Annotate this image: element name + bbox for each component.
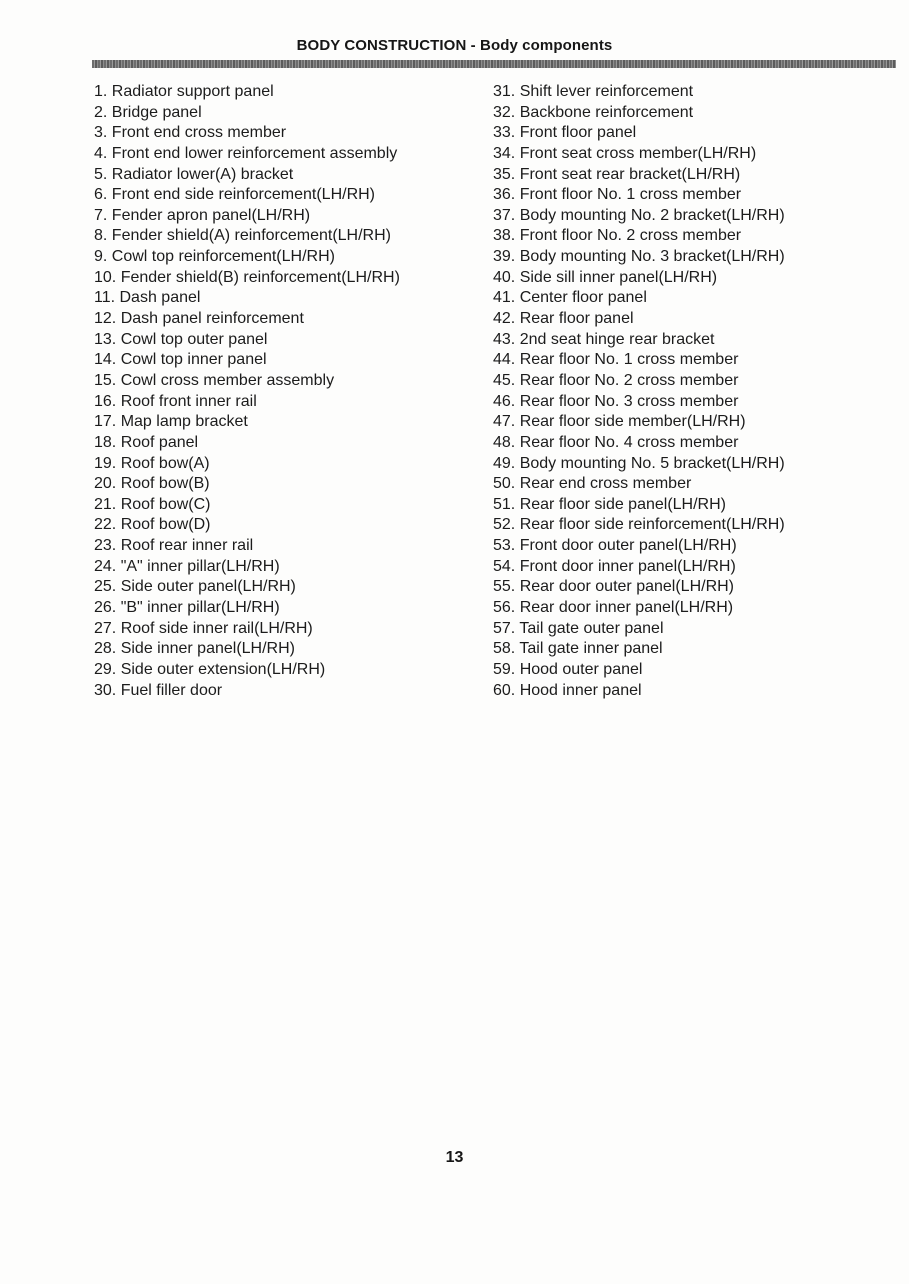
list-item: 18. Roof panel	[94, 433, 199, 451]
list-item: 28. Side inner panel(LH/RH)	[94, 640, 295, 658]
list-item: 22. Roof bow(D)	[94, 516, 211, 534]
list-item: 12. Dash panel reinforcement	[94, 310, 304, 328]
list-item: 43. 2nd seat hinge rear bracket	[493, 330, 715, 348]
list-item: 59. Hood outer panel	[493, 660, 643, 678]
list-item: 10. Fender shield(B) reinforcement(LH/RH)	[94, 268, 400, 286]
list-item: 17. Map lamp bracket	[94, 413, 248, 431]
header-divider	[92, 60, 896, 68]
list-item: 46. Rear floor No. 3 cross member	[493, 392, 739, 410]
list-item: 26. "B" inner pillar(LH/RH)	[94, 599, 280, 617]
list-item: 45. Rear floor No. 2 cross member	[493, 371, 739, 389]
list-item: 35. Front seat rear bracket(LH/RH)	[493, 165, 741, 183]
list-item: 47. Rear floor side member(LH/RH)	[493, 413, 746, 431]
list-item: 21. Roof bow(C)	[94, 495, 211, 513]
list-item: 44. Rear floor No. 1 cross member	[493, 351, 739, 369]
list-item: 30. Fuel filler door	[94, 681, 223, 699]
list-item: 31. Shift lever reinforcement	[493, 83, 694, 100]
list-item: 37. Body mounting No. 2 bracket(LH/RH)	[493, 206, 785, 224]
list-item: 13. Cowl top outer panel	[94, 330, 268, 348]
list-item: 42. Rear floor panel	[493, 310, 634, 328]
list-item: 29. Side outer extension(LH/RH)	[94, 660, 326, 678]
list-item: 14. Cowl top inner panel	[94, 351, 267, 369]
component-list-right	[493, 82, 893, 701]
list-item: 50. Rear end cross member	[493, 475, 692, 493]
page-title: BODY CONSTRUCTION - Body components	[296, 37, 613, 54]
list-item: 41. Center floor panel	[493, 289, 647, 307]
list-item: 3. Front end cross member	[94, 124, 287, 142]
list-item: 1. Radiator support panel	[94, 83, 274, 100]
list-item: 19. Roof bow(A)	[94, 454, 210, 472]
list-item: 53. Front door outer panel(LH/RH)	[493, 537, 737, 555]
list-item: 52. Rear floor side reinforcement(LH/RH)	[493, 516, 785, 534]
list-item: 39. Body mounting No. 3 bracket(LH/RH)	[493, 248, 785, 266]
list-item: 40. Side sill inner panel(LH/RH)	[493, 268, 718, 286]
list-item: 20. Roof bow(B)	[94, 475, 210, 493]
list-item: 25. Side outer panel(LH/RH)	[94, 578, 296, 596]
list-item: 5. Radiator lower(A) bracket	[94, 165, 294, 183]
list-item: 34. Front seat cross member(LH/RH)	[493, 144, 757, 162]
list-item: 15. Cowl cross member assembly	[94, 371, 335, 389]
list-item: 33. Front floor panel	[493, 124, 637, 142]
list-item: 58. Tail gate inner panel	[493, 640, 663, 658]
list-item: 27. Roof side inner rail(LH/RH)	[94, 619, 313, 637]
list-item: 16. Roof front inner rail	[94, 392, 257, 410]
list-item: 7. Fender apron panel(LH/RH)	[94, 206, 311, 224]
list-item: 56. Rear door inner panel(LH/RH)	[493, 599, 734, 617]
component-list-left	[94, 82, 474, 701]
list-item: 57. Tail gate outer panel	[493, 619, 664, 637]
list-item: 36. Front floor No. 1 cross member	[493, 186, 742, 204]
list-item: 48. Rear floor No. 4 cross member	[493, 433, 739, 451]
list-item: 49. Body mounting No. 5 bracket(LH/RH)	[493, 454, 785, 472]
list-item: 55. Rear door outer panel(LH/RH)	[493, 578, 735, 596]
list-item: 2. Bridge panel	[94, 103, 202, 121]
list-item: 38. Front floor No. 2 cross member	[493, 227, 742, 245]
list-item: 60. Hood inner panel	[493, 681, 642, 699]
page-number: 13	[445, 1149, 464, 1166]
list-item: 8. Fender shield(A) reinforcement(LH/RH)	[94, 227, 391, 245]
list-item: 11. Dash panel	[94, 289, 201, 307]
list-item: 6. Front end side reinforcement(LH/RH)	[94, 186, 375, 204]
list-item: 24. "A" inner pillar(LH/RH)	[94, 557, 280, 575]
list-item: 54. Front door inner panel(LH/RH)	[493, 557, 736, 575]
list-item: 9. Cowl top reinforcement(LH/RH)	[94, 248, 335, 266]
list-item: 4. Front end lower reinforcement assembly	[94, 144, 398, 162]
list-item: 23. Roof rear inner rail	[94, 537, 254, 555]
list-item: 32. Backbone reinforcement	[493, 103, 694, 121]
list-item: 51. Rear floor side panel(LH/RH)	[493, 495, 726, 513]
